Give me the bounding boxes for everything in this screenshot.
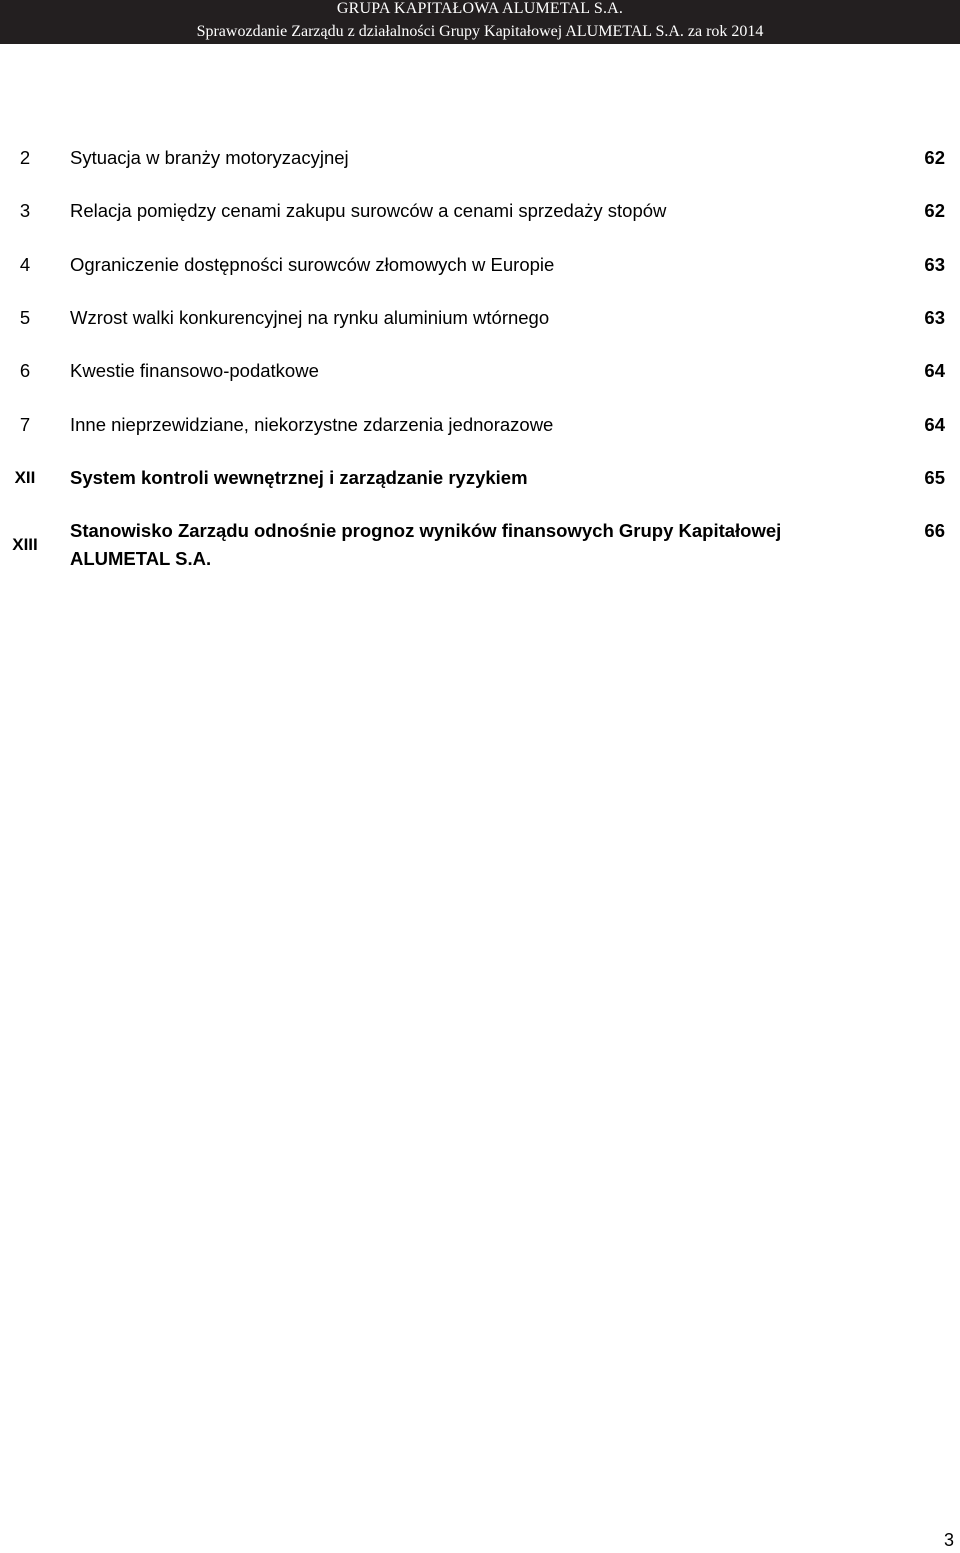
toc-entry-page: 64 — [924, 414, 945, 435]
header-report-title: Sprawozdanie Zarządu z działalności Grupy Kapitałowej ALUMETAL S.A. za rok 2014 — [196, 23, 764, 40]
toc-entry-page: 62 — [924, 200, 945, 221]
toc-entry-page: 63 — [924, 307, 945, 328]
toc-section-page: 66 — [924, 520, 945, 541]
toc-entry-number: 2 — [19, 147, 31, 168]
toc-section-number: XIII — [12, 535, 38, 554]
toc-entry-number: 6 — [19, 360, 31, 381]
page-number: 3 — [943, 1530, 954, 1550]
toc-entry-page: 64 — [924, 360, 945, 381]
toc-entry-title: Sytuacja w branży motoryzacyjnej — [70, 147, 349, 168]
toc-entry-page: 63 — [924, 254, 945, 275]
toc-section-title: System kontroli wewnętrznej i zarządzanie ryzykiem — [70, 467, 528, 488]
toc-entry-page: 62 — [924, 147, 945, 168]
toc-entry-title: Relacja pomiędzy cenami zakupu surowców a cenami sprzedaży stopów — [70, 200, 667, 221]
toc-entry-number: 3 — [19, 200, 31, 221]
document-header — [0, 0, 960, 44]
toc-entry-number: 5 — [19, 307, 31, 328]
toc-entry-number: 7 — [19, 414, 31, 435]
toc-entry-title: Ograniczenie dostępności surowców złomowych w Europie — [70, 254, 555, 275]
toc-entry-title: Kwestie finansowo-podatkowe — [70, 360, 319, 381]
toc-entry-title: Wzrost walki konkurencyjnej na rynku aluminium wtórnego — [70, 307, 550, 328]
toc-section-title: Stanowisko Zarządu odnośnie prognoz wyników finansowych Grupy Kapitałowej ALUMETAL S.A. — [70, 520, 782, 569]
toc-entry-number: 4 — [19, 254, 31, 275]
toc-section-page: 65 — [924, 467, 945, 488]
toc-section-number: XII — [14, 468, 36, 487]
toc-entry-title: Inne nieprzewidziane, niekorzystne zdarzenia jednorazowe — [70, 414, 554, 435]
header-company-name: GRUPA KAPITAŁOWA ALUMETAL S.A. — [336, 0, 624, 17]
